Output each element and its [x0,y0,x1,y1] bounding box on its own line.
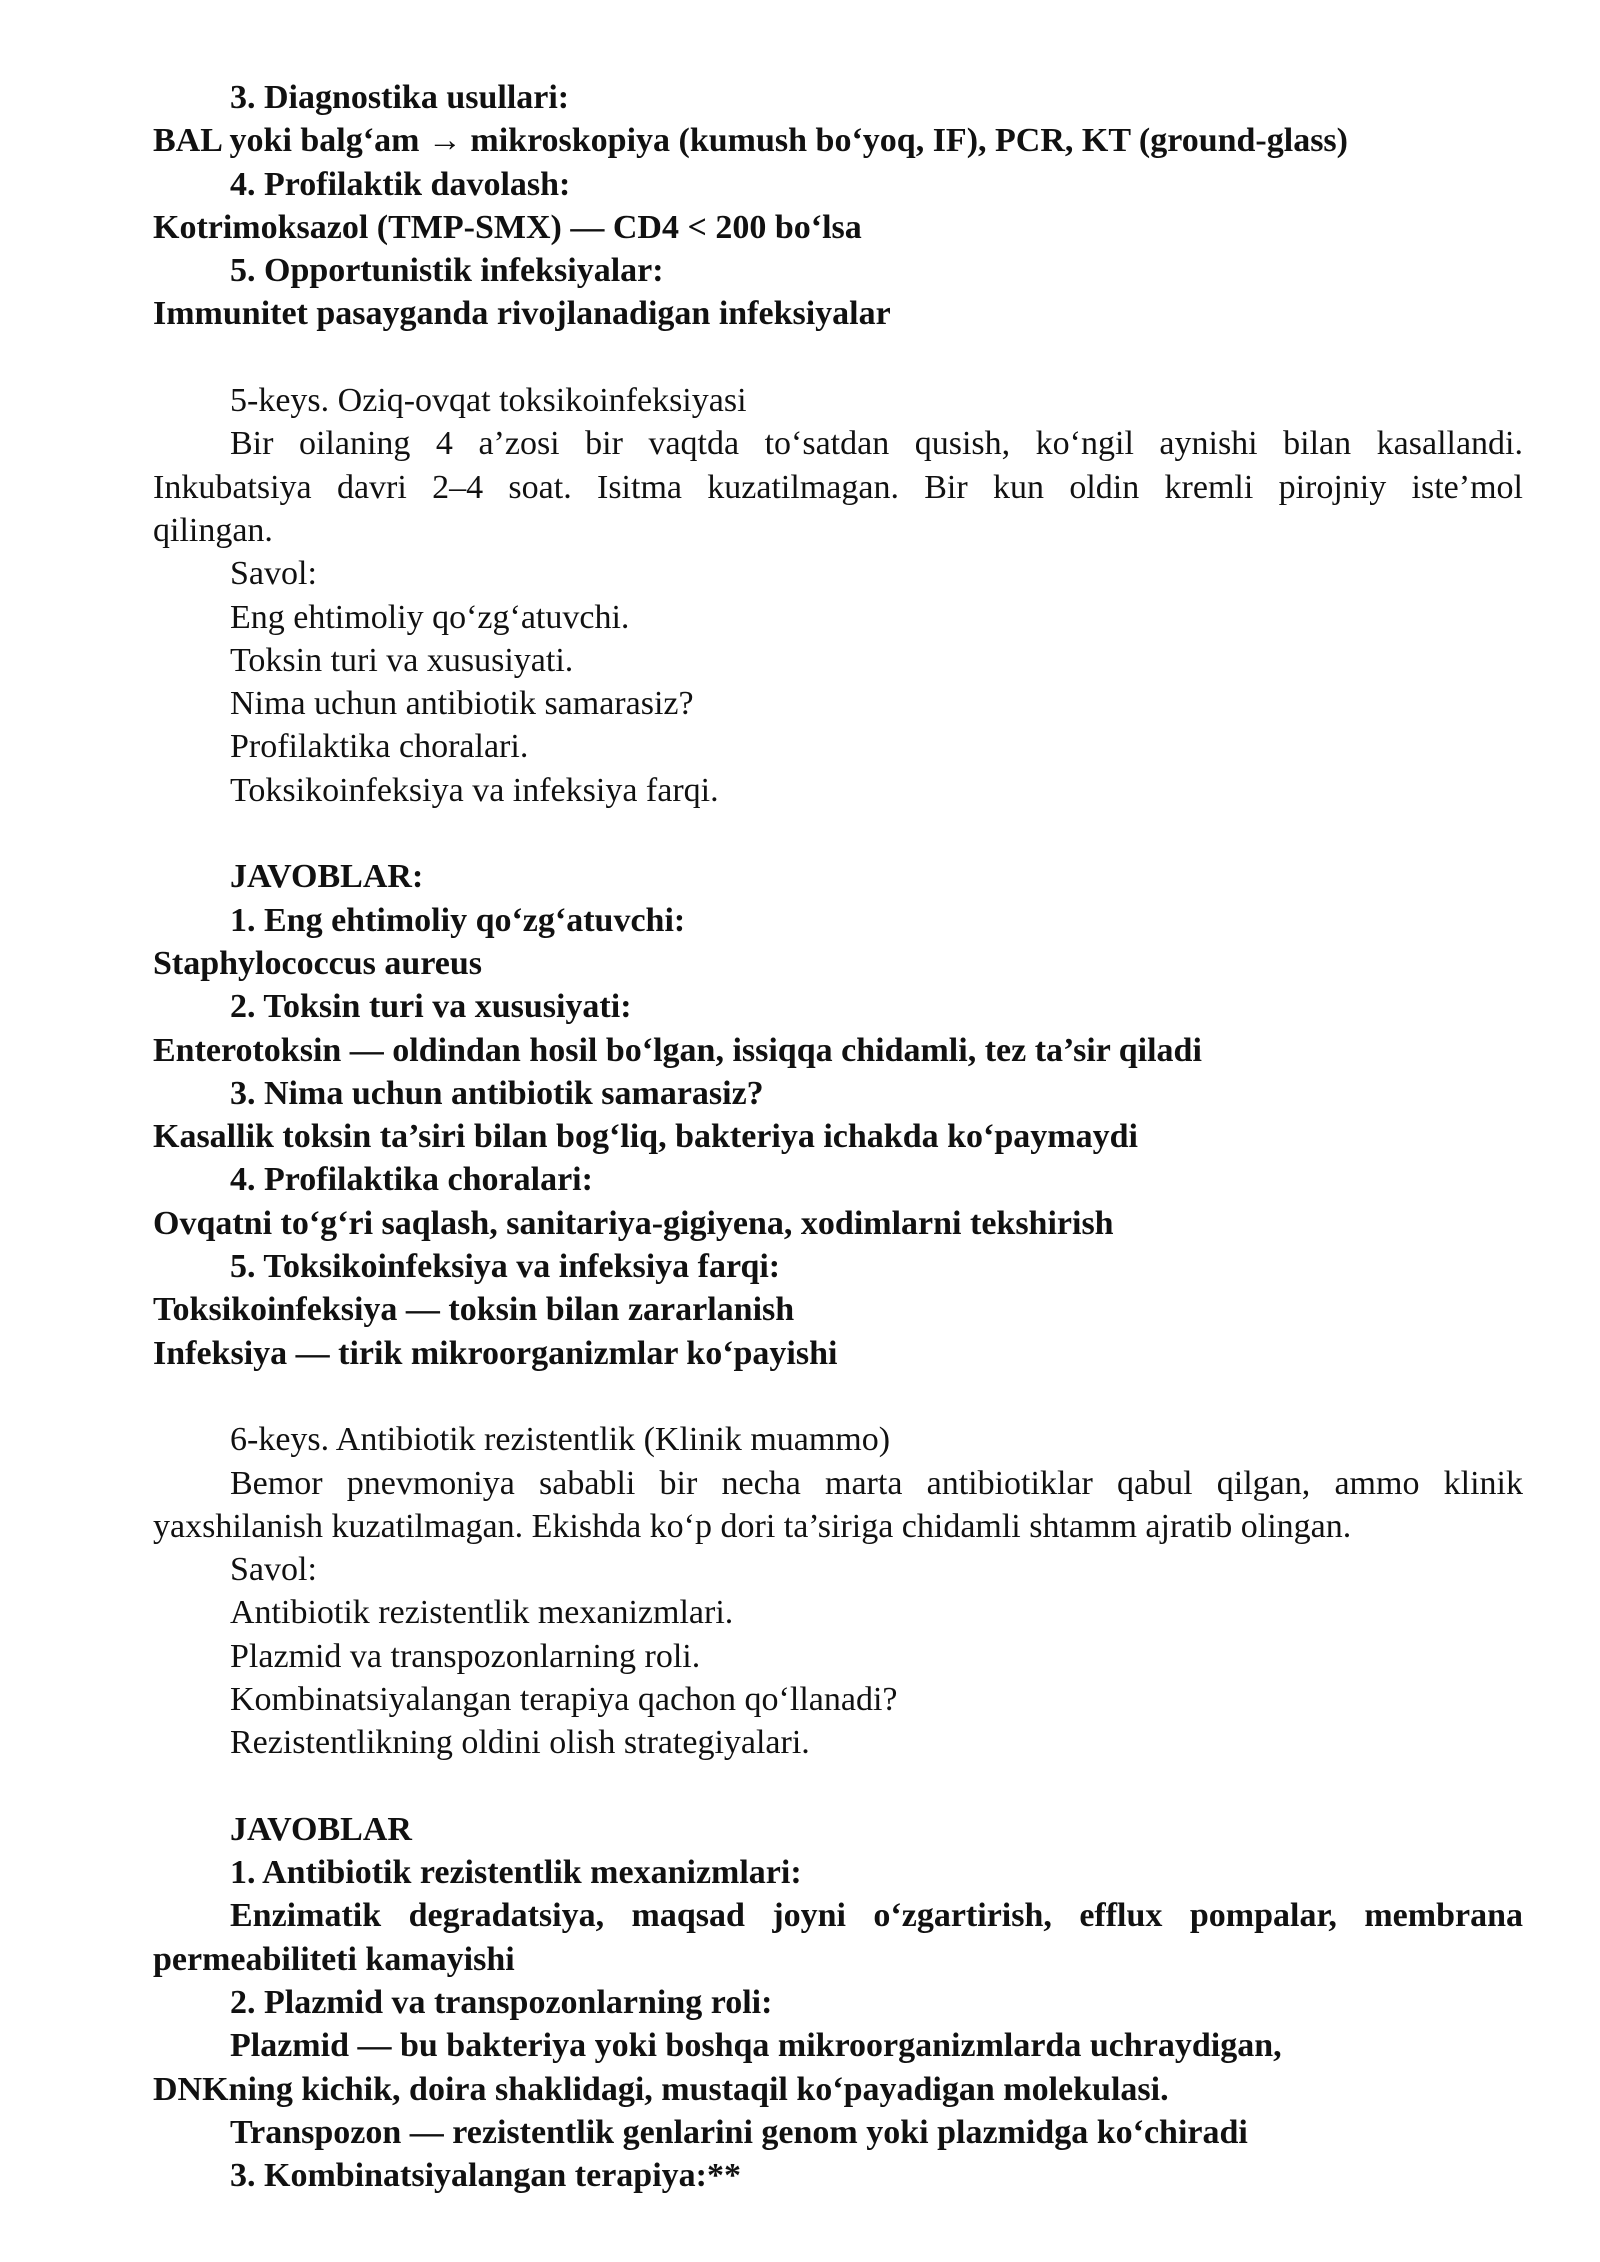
answer-heading: 5. Opportunistik infeksiyalar: [230,252,664,290]
case-6 [153,1418,1523,2197]
answer-heading: 1. Eng ehtimoliy qo‘zg‘atuvchi: [230,901,686,939]
spacer [153,1375,1523,1418]
case-title: 5-keys. Oziq-ovqat toksikoinfeksiyasi [230,382,747,420]
question-item: Plazmid va transpozonlarning roli. [230,1637,701,1675]
question-item: Rezistentlikning oldini olish strategiyalari. [230,1724,810,1762]
question-label: Savol: [230,555,317,593]
case-description-line: Inkubatsiya davri 2–4 soat. Isitma kuzatilmagan. Bir kun oldin kremli pirojniy iste’mol [153,468,1523,506]
question-label: Savol: [230,1551,317,1589]
answer-text: BAL yoki balg‘am → mikroskopiya (kumush bo‘yoq, IF), PCR, KT (ground-glass) [153,122,1348,160]
answer-heading: 4. Profilaktika choralari: [230,1161,593,1199]
question-item: Eng ehtimoliy qo‘zg‘atuvchi. [230,598,630,636]
spacer [153,812,1523,855]
answer-heading: 3. Nima uchun antibiotik samarasiz? [230,1074,764,1112]
spacer [153,1765,1523,1808]
answer-text: Staphylococcus aureus [153,944,483,982]
answer-text: DNKning kichik, doira shaklidagi, mustaqil ko‘payadigan molekulasi. [153,2070,1169,2108]
answer-heading: 3. Kombinatsiyalangan terapiya:** [230,2157,741,2195]
case-description-line: Bemor pnevmoniya sababli bir necha marta antibiotiklar qabul qilgan, ammo klinik [230,1464,1523,1502]
case-title: 6-keys. Antibiotik rezistentlik (Klinik muammo) [230,1421,891,1459]
previous-case-answers [153,76,1523,336]
answer-text: Enterotoksin — oldindan hosil bo‘lgan, issiqqa chidamli, tez ta’sir qiladi [153,1031,1202,1069]
question-item: Toksikoinfeksiya va infeksiya farqi. [230,771,719,809]
case-description-line: yaxshilanish kuzatilmagan. Ekishda ko‘p dori ta’siriga chidamli shtamm ajratib olingan. [153,1507,1352,1545]
case-description-line: qilingan. [153,511,273,549]
answer-text: Kotrimoksazol (TMP-SMX) — CD4 < 200 bo‘lsa [153,208,862,246]
question-item: Kombinatsiyalangan terapiya qachon qo‘llanadi? [230,1680,898,1718]
answer-text: Kasallik toksin ta’siri bilan bog‘liq, bakteriya ichakda ko‘paymaydi [153,1118,1138,1156]
answers-heading: JAVOBLAR: [230,858,424,896]
question-item: Antibiotik rezistentlik mexanizmlari. [230,1594,734,1632]
case-description-line: Bir oilaning 4 a’zosi bir vaqtda to‘satdan qusish, ko‘ngil aynishi bilan kasallandi. [230,425,1523,463]
question-item: Profilaktika choralari. [230,728,529,766]
answer-text: Ovqatni to‘g‘ri saqlash, sanitariya-gigiyena, xodimlarni tekshirish [153,1204,1114,1242]
answer-text: Toksikoinfeksiya — toksin bilan zararlanish [153,1291,795,1329]
answer-text: permeabiliteti kamayishi [153,1940,515,1978]
case-5 [153,379,1523,1375]
answer-heading: 2. Toksin turi va xususiyati: [230,988,632,1026]
answer-text: Plazmid — bu bakteriya yoki boshqa mikroorganizmlarda uchraydigan, [230,2027,1282,2065]
answer-text: Infeksiya — tirik mikroorganizmlar ko‘payishi [153,1334,838,1372]
answer-text: Enzimatik degradatsiya, maqsad joyni o‘zgartirish, efflux pompalar, membrana [230,1897,1523,1935]
spacer [153,336,1523,379]
answers-heading: JAVOBLAR [230,1810,412,1848]
answer-heading: 4. Profilaktik davolash: [230,165,571,203]
answer-text: Transpozon — rezistentlik genlarini genom yoki plazmidga ko‘chiradi [230,2113,1248,2151]
question-item: Nima uchun antibiotik samarasiz? [230,685,694,723]
document-page [153,76,1523,2198]
answer-heading: 2. Plazmid va transpozonlarning roli: [230,1984,773,2022]
question-item: Toksin turi va xususiyati. [230,641,574,679]
answer-heading: 5. Toksikoinfeksiya va infeksiya farqi: [230,1248,781,1286]
answer-text: Immunitet pasayganda rivojlanadigan infeksiyalar [153,295,891,333]
answer-heading: 3. Diagnostika usullari: [230,79,570,116]
answer-heading: 1. Antibiotik rezistentlik mexanizmlari: [230,1854,802,1892]
